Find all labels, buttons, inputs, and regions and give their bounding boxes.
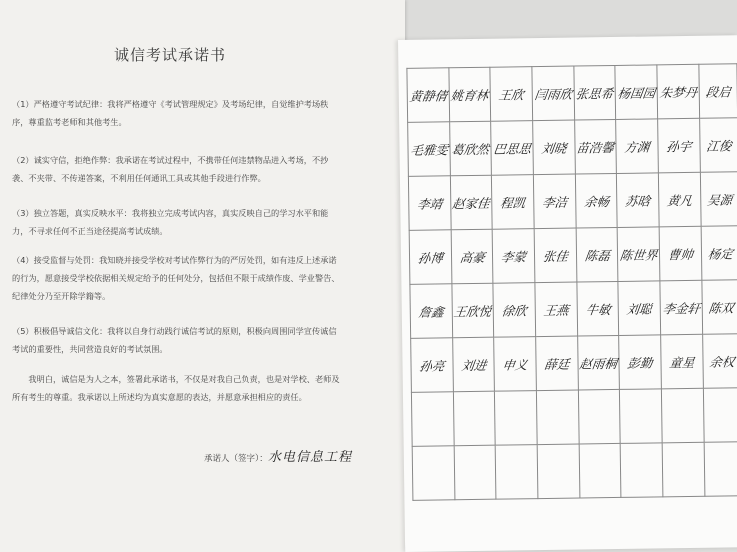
signature-cell: [449, 121, 491, 176]
pledge-clause-2: （2）诚实守信，拒绝作弊：我承诺在考试过程中，不携带任何违禁物品进入考场，不抄袭、不夹带、不传递答案，不利用任何通讯工具或其他手段进行作弊。: [12, 155, 329, 183]
signature-cell: [532, 66, 574, 121]
signature-cell: [534, 228, 576, 283]
pledge-clause-4: （4）接受监督与处罚：我知晓并接受学校对考试作弊行为的严厉处罚，如有违反上述承诺的行为，愿意接受学校依据相关规定给予的任何处分，包括但不限于成绩作废、学业警告、纪律处分乃至开除学籍等。: [12, 255, 340, 301]
handwritten-signature: 黄凡: [666, 192, 694, 208]
handwritten-signature: 余权: [708, 353, 736, 370]
signature-cell: [662, 388, 704, 443]
signature-cell: [493, 229, 535, 284]
pledge-clause-3: （3）独立答题，真实反映水平：我将独立完成考试内容，真实反映自己的学习水平和能力，不寻求任何不正当途径提高考试成绩。: [12, 208, 329, 236]
signature-cell: [700, 172, 737, 227]
signature-cell: [496, 445, 538, 500]
handwritten-signature: 黄静倩: [408, 87, 448, 104]
handwritten-signature: 王欣悦: [453, 303, 493, 319]
signature-cell: [408, 176, 450, 231]
signature-row: [408, 118, 737, 177]
signature-row: [409, 226, 737, 285]
signature-cell: [533, 174, 575, 229]
signature-cell: [409, 230, 451, 285]
signature-cell: [452, 337, 494, 392]
signature-cell: [617, 173, 659, 228]
handwritten-signature: 江俊: [705, 137, 733, 154]
signature-cell: [495, 391, 537, 446]
handwritten-signature: 曹帅: [666, 246, 694, 262]
signature-cell: [662, 442, 704, 497]
signature-cell: [702, 334, 737, 389]
signature-cell: [494, 337, 536, 392]
handwritten-signature: 苗浩馨: [575, 139, 616, 156]
signature-cell: [703, 388, 737, 443]
signature-cell: [575, 173, 617, 228]
signature-cell: [576, 227, 618, 282]
handwritten-signature: 徐欣: [500, 302, 528, 319]
signature-cell: [577, 335, 619, 390]
signature-cell: [574, 119, 616, 174]
signature-cell: [658, 118, 700, 173]
signature-cell: [451, 229, 493, 284]
handwritten-signature: 余畅: [582, 193, 610, 209]
signature-row: [411, 388, 737, 447]
signature-cell: [618, 281, 660, 336]
signature-cell: [491, 121, 533, 176]
signature-cell: [660, 280, 702, 335]
handwritten-signature: 李洁: [541, 194, 569, 210]
signer-label: 承诺人（签字）：: [204, 454, 268, 464]
signature-cell: [492, 175, 534, 230]
handwritten-signature: 毛雅雯: [409, 141, 449, 158]
signature-sheet: [398, 35, 737, 552]
signature-cell: [450, 175, 492, 230]
signature-row: [411, 334, 737, 393]
handwritten-signature: 薛廷: [543, 356, 571, 372]
handwritten-signature: 朱梦丹: [658, 84, 698, 100]
signature-row: [412, 442, 737, 501]
signature-cell: [536, 390, 578, 445]
handwritten-signature: 李金轩: [661, 300, 701, 316]
signature-cell: [621, 443, 663, 498]
handwritten-signature: 姚育林: [450, 87, 490, 103]
signature-cell: [412, 446, 454, 501]
handwritten-signature: 杨定: [706, 245, 734, 262]
signature-cell: [704, 442, 737, 497]
signature-cell: [537, 444, 579, 499]
signature-cell: [699, 64, 737, 119]
signature-cell: [579, 443, 621, 498]
handwritten-signature: 张思希: [575, 85, 615, 102]
handwritten-signature: 孙亮: [418, 357, 446, 374]
handwritten-signature: 孙博: [416, 249, 444, 266]
signature-cell: [536, 336, 578, 391]
pledge-clause-1: （1）严格遵守考试纪律：我将严格遵守《考试管理规定》及考场纪律，自觉维护考场秩序，尊重监考老师和其他考生。: [12, 99, 329, 127]
handwritten-signature: 陈磊: [583, 247, 611, 263]
signature-cell: [411, 392, 453, 447]
signature-cell: [454, 445, 496, 500]
handwritten-signature: 童星: [668, 354, 696, 370]
signature-cell: [449, 67, 491, 122]
signature-cell: [659, 226, 701, 281]
signature-row: [410, 280, 737, 339]
handwritten-signature: 王欣: [497, 86, 525, 103]
handwritten-signature: 闫雨欣: [533, 86, 573, 102]
signature-cell: [493, 283, 535, 338]
pledge-title: 诚信考试承诺书: [113, 46, 226, 64]
signature-cell: [578, 389, 620, 444]
handwritten-signature: 陈双: [707, 299, 735, 316]
signature-cell: [410, 284, 452, 339]
handwritten-signature: 段启: [704, 83, 732, 100]
signature-cell: [659, 172, 701, 227]
handwritten-signature: 杨国园: [616, 84, 657, 101]
signature-cell: [699, 118, 737, 173]
signature-cell: [657, 64, 699, 119]
signature-cell: [615, 65, 657, 120]
signature-cell: [620, 389, 662, 444]
handwritten-signature: 彭勤: [626, 354, 654, 371]
handwritten-signature: 孙宇: [665, 138, 693, 154]
signature-cell: [619, 335, 661, 390]
handwritten-signature: 刘进: [460, 357, 487, 373]
handwritten-signature: 李蒙: [500, 248, 528, 265]
signature-cell: [407, 68, 449, 123]
signature-cell: [577, 281, 619, 336]
handwritten-signature: 刘晓: [540, 140, 568, 156]
signature-cell: [535, 282, 577, 337]
signature-table: [406, 63, 737, 501]
signature-cell: [452, 283, 494, 338]
signature-cell: [574, 65, 616, 120]
handwritten-signature: 高豪: [458, 249, 486, 265]
handwritten-signature: 苏晗: [624, 192, 652, 209]
handwritten-signature: 刘聪: [626, 300, 653, 317]
signature-cell: [411, 338, 453, 393]
handwritten-signature: 陈世界: [619, 246, 659, 263]
pledge-clause-5: （5）积极倡导诚信文化：我将以自身行动践行诚信考试的原则，积极向周围同学宣传诚信考试的重要性，共同营造良好的考试氛围。: [12, 326, 337, 354]
pledge-closing: 我明白，诚信是为人之本，签署此承诺书，不仅是对我自己负责，也是对学校、老师及所有考生的尊重。我承诺以上所述均为真实意愿的表达，并愿意承担相应的责任。: [12, 374, 340, 402]
handwritten-signature: 张佳: [541, 248, 569, 264]
signature-row: [407, 64, 737, 123]
signature-cell: [661, 334, 703, 389]
handwritten-signature: 王燕: [542, 302, 570, 318]
handwritten-signature: 吴源: [706, 191, 734, 208]
handwritten-signature: 赵家佳: [451, 195, 491, 211]
handwritten-signature: 葛欣然: [450, 141, 491, 157]
signature-cell: [616, 119, 658, 174]
handwritten-signature: 赵雨桐: [578, 355, 619, 372]
signer-signature: 水电信息工程: [268, 450, 353, 465]
signature-row: [408, 172, 737, 231]
handwritten-signature: 李靖: [416, 195, 444, 212]
signature-cell: [453, 391, 495, 446]
signature-cell: [702, 280, 737, 335]
signature-cell: [408, 122, 450, 177]
handwritten-signature: 巴思思: [492, 140, 532, 157]
signature-cell: [618, 227, 660, 282]
handwritten-signature: 方渊: [623, 138, 651, 155]
signature-cell: [533, 120, 575, 175]
signature-cell: [490, 67, 532, 122]
handwritten-signature: 申义: [501, 356, 529, 373]
handwritten-signature: 詹鑫: [417, 303, 445, 320]
handwritten-signature: 牛敏: [584, 301, 612, 317]
signature-cell: [701, 226, 737, 281]
handwritten-signature: 程凯: [499, 194, 527, 211]
